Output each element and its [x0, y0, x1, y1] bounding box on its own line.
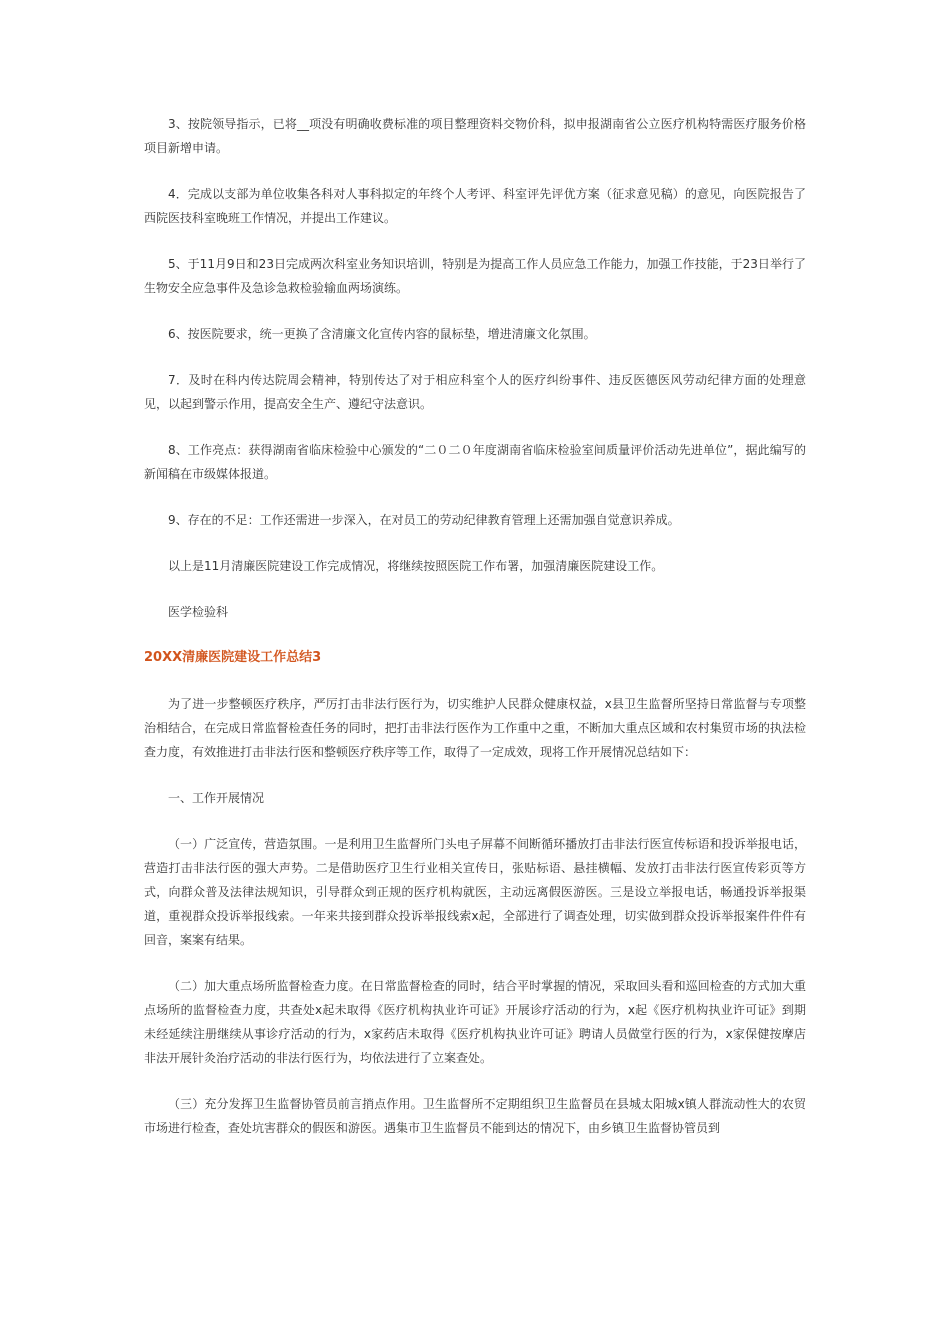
- paragraph-item-7: 7．及时在科内传达院周会精神，特别传达了对于相应科室个人的医疗纠纷事件、违反医德医风劳动纪律方面的处理意见，以起到警示作用，提高安全生产、遵纪守法意识。: [144, 373, 806, 411]
- paragraph-summary: 以上是11月清廉医院建设工作完成情况，将继续按照医院工作布署，加强清廉医院建设工作。: [168, 559, 664, 573]
- paragraph-item-8: 8、工作亮点：获得湖南省临床检验中心颁发的“二０二０年度湖南省临床检验室间质量评价活动先进单位”，据此编写的新闻稿在市级媒体报道。: [144, 443, 806, 481]
- paragraph-item-5: 5、于11月9日和23日完成两次科室业务知识培训，特别是为提高工作人员应急工作能力，加强工作技能，于23日举行了生物安全应急事件及急诊急救检验输血两场演练。: [144, 257, 806, 295]
- paragraph-item-6: 6、按医院要求，统一更换了含清廉文化宣传内容的鼠标垫，增进清廉文化氛围。: [168, 327, 596, 341]
- department-signature: 医学检验科: [168, 605, 229, 619]
- paragraph-item-4: 4．完成以支部为单位收集各科对人事科拟定的年终个人考评、科室评先评优方案（征求意见稿）的意见，向医院报告了西院医技科室晚班工作情况，并提出工作建议。: [144, 187, 806, 225]
- paragraph-part-3: （三）充分发挥卫生监督协管员前言捎点作用。卫生监督所不定期组织卫生监督员在县城太阳城x镇人群流动性大的农贸市场进行检查，查处坑害群众的假医和游医。遇集市卫生监督员不能到达的情况下，由乡镇卫生监督协管员到: [144, 1097, 806, 1135]
- paragraph-item-9: 9、存在的不足：工作还需进一步深入，在对员工的劳动纪律教育管理上还需加强自觉意识养成。: [168, 513, 680, 527]
- paragraph-part-2: （二）加大重点场所监督检查力度。在日常监督检查的同时，结合平时掌握的情况，采取回头看和巡回检查的方式加大重点场所的监督检查力度，共查处x起未取得《医疗机构执业许可证》开展诊疗活动的行为，x起《医疗机构执业许可证》到期未经延续注册继续从事诊疗活动的行为，x家药店未取得《医疗机构执业许可证》聘请人员做堂行医的行为，x家保健按摩店非法开展针灸治疗活动的非法行医行为，均依法进行了立案查处。: [144, 979, 806, 1065]
- subheading-work-status: 一、工作开展情况: [168, 791, 265, 805]
- paragraph-part-1: （一）广泛宣传，营造氛围。一是利用卫生监督所门头电子屏幕不间断循环播放打击非法行医宣传标语和投诉举报电话，营造打击非法行医的强大声势。二是借助医疗卫生行业相关宣传日，张贴标语、悬挂横幅、发放打击非法行医宣传彩页等方式，向群众普及法律法规知识，引导群众到正规的医疗机构就医，主动远离假医游医。三是设立举报电话，畅通投诉举报渠道，重视群众投诉举报线索。一年来共接到群众投诉举报线索x起，全部进行了调查处理，切实做到群众投诉举报案件件件有回音，案案有结果。: [144, 837, 806, 947]
- section-heading: 20XX清廉医院建设工作总结3: [144, 650, 322, 665]
- document-page: [144, 112, 806, 1162]
- paragraph-item-3: 3、按院领导指示，已将__项没有明确收费标准的项目整理资料交物价科，拟申报湖南省公立医疗机构特需医疗服务价格项目新增申请。: [144, 117, 806, 155]
- intro-paragraph: 为了进一步整顿医疗秩序，严厉打击非法行医行为，切实维护人民群众健康权益，x县卫生监督所坚持日常监督与专项整治相结合，在完成日常监督检查任务的同时，把打击非法行医作为工作重中之重，不断加大重点区域和农村集贸市场的执法检查力度，有效推进打击非法行医和整顿医疗秩序等工作，取得了一定成效，现将工作开展情况总结如下：: [144, 697, 806, 759]
